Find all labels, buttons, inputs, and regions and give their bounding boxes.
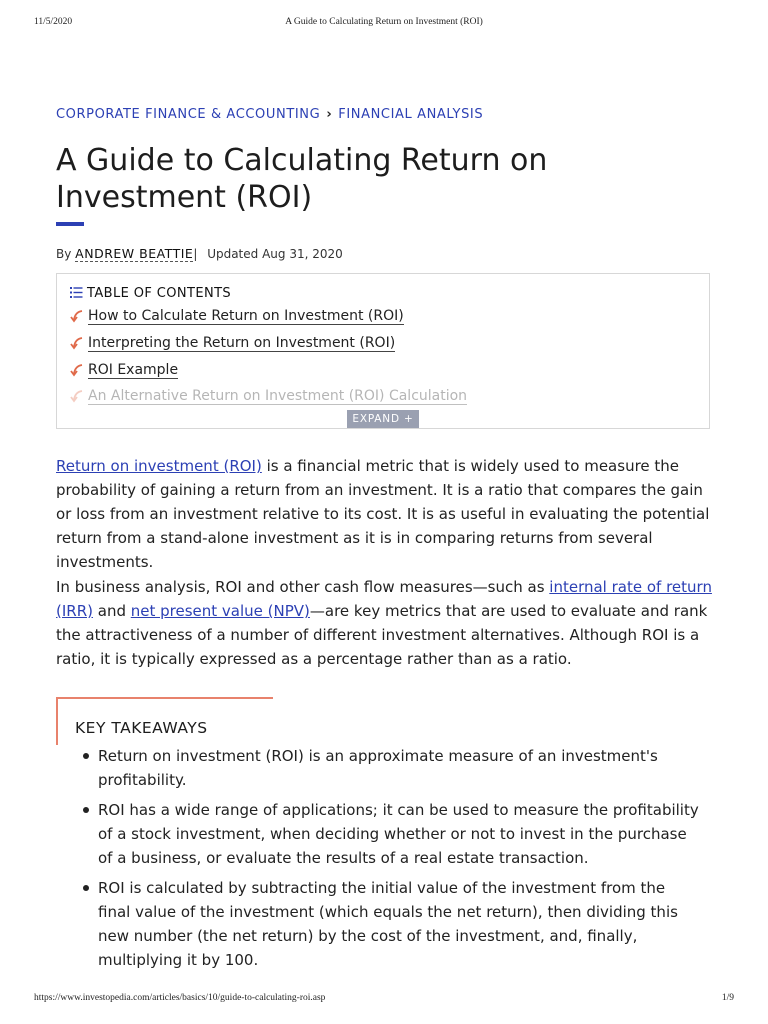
paragraph-text: —are key metrics that are used to evaluate and rank the attractiveness of a number of different investment alternatives. Although ROI is a ratio, it is typically expressed as a percentage rather than as a ratio. <box>56 602 708 668</box>
key-takeaways-accent-top <box>56 697 273 699</box>
author-link[interactable]: ANDREW BEATTIE <box>75 246 194 261</box>
breadcrumb-item-financial-analysis[interactable]: FINANCIAL ANALYSIS <box>338 107 484 122</box>
table-of-contents <box>56 273 710 429</box>
paragraph-text: and <box>92 602 131 620</box>
page-title: A Guide to Calculating Return on Investment (ROI) <box>56 143 548 215</box>
key-takeaways-title: KEY TAKEAWAYS <box>75 719 208 737</box>
updated-date: Updated Aug 31, 2020 <box>207 247 343 261</box>
toc-link-how-to-calculate[interactable]: How to Calculate Return on Investment (ROI) <box>88 308 404 324</box>
key-takeaways-list <box>82 744 702 978</box>
body-paragraph-2 <box>56 575 716 671</box>
curved-arrow-icon <box>70 363 84 381</box>
byline-separator: | <box>193 247 198 261</box>
print-url: https://www.investopedia.com/articles/basics/10/guide-to-calculating-roi.asp <box>34 993 326 1003</box>
chevron-right-icon: › <box>326 107 333 122</box>
toc-item <box>70 362 178 381</box>
breadcrumb-item-corporate-finance[interactable]: CORPORATE FINANCE & ACCOUNTING <box>56 107 321 122</box>
curved-arrow-icon <box>70 389 84 407</box>
list-icon <box>70 287 83 302</box>
page-number: 1/9 <box>721 993 734 1003</box>
byline-prefix: By <box>56 247 72 261</box>
paragraph-text: is a financial metric that is widely used to measure the probability of gaining a return from an investment. It is a ratio that compares the gain or loss from an investment relative to its cost. It is as useful in evaluating the potential return from a stand-alone investment as it is in comparing returns from several investments. <box>56 457 710 571</box>
toc-link-interpreting[interactable]: Interpreting the Return on Investment (ROI) <box>88 335 396 351</box>
toc-item <box>70 308 404 327</box>
breadcrumb <box>56 107 483 122</box>
curved-arrow-icon <box>70 336 84 354</box>
print-date: 11/5/2020 <box>34 17 73 27</box>
toc-heading-label: TABLE OF CONTENTS <box>87 286 232 301</box>
list-item: Return on investment (ROI) is an approximate measure of an investment's profitability. <box>82 744 702 792</box>
list-item: ROI is calculated by subtracting the initial value of the investment from the final value of the investment (which equals the net return), then dividing this new number (the net return) by the cost of the investment, and, finally, multiplying it by 100. <box>82 876 702 972</box>
print-title: A Guide to Calculating Return on Investment (ROI) <box>285 17 483 27</box>
paragraph-text: In business analysis, ROI and other cash flow measures—such as <box>56 578 550 596</box>
title-underline-bar <box>56 222 84 226</box>
toc-item <box>70 388 467 407</box>
toc-heading <box>70 286 231 302</box>
curved-arrow-icon <box>70 309 84 327</box>
byline <box>56 246 343 261</box>
toc-link-roi-example[interactable]: ROI Example <box>88 362 179 378</box>
key-takeaways-accent-left <box>56 697 58 745</box>
link-irr[interactable]: internal rate of return (IRR) <box>56 578 712 620</box>
toc-link-alternative-calculation[interactable]: An Alternative Return on Investment (ROI) Calculation <box>88 388 468 404</box>
toc-expand-button[interactable]: EXPAND + <box>347 410 419 428</box>
body-paragraph-1 <box>56 454 716 574</box>
toc-item <box>70 335 395 354</box>
link-return-on-investment[interactable]: Return on investment (ROI) <box>56 457 262 475</box>
link-npv[interactable]: net present value (NPV) <box>130 602 310 620</box>
list-item: ROI has a wide range of applications; it can be used to measure the profitability of a stock investment, when deciding whether or not to invest in the purchase of a business, or evaluate the results of a real estate transaction. <box>82 798 702 870</box>
